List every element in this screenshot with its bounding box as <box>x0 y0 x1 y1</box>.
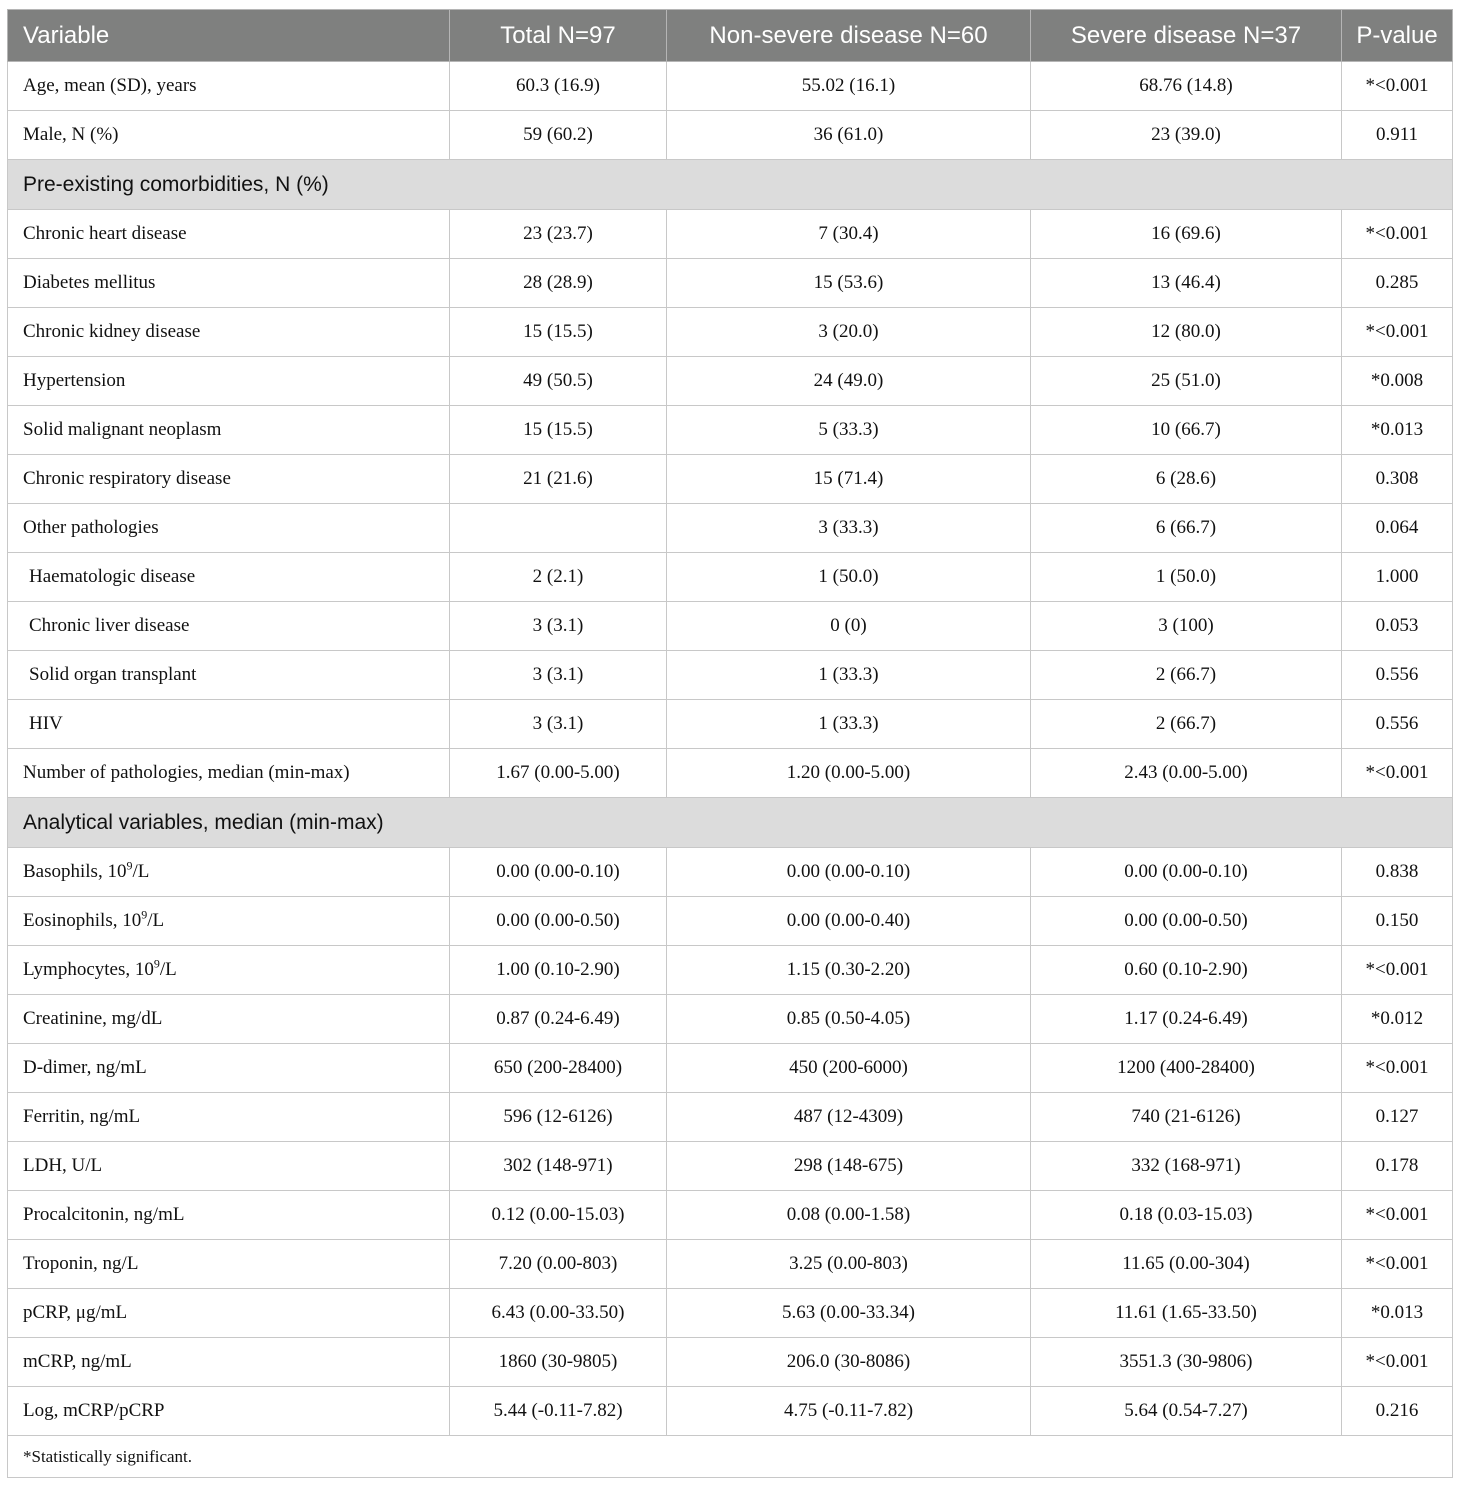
table-row <box>8 111 1453 160</box>
table-row <box>8 357 1453 406</box>
cell-severe: 2 (66.7) <box>1031 700 1342 749</box>
cell-nonsevere: 5 (33.3) <box>667 406 1031 455</box>
cell-pvalue: *0.008 <box>1342 357 1453 406</box>
table-row <box>8 210 1453 259</box>
table-row <box>8 1338 1453 1387</box>
cell-nonsevere: 36 (61.0) <box>667 111 1031 160</box>
cell-total: 15 (15.5) <box>450 406 667 455</box>
cell-severe: 16 (69.6) <box>1031 210 1342 259</box>
header-pvalue: P-value <box>1342 10 1453 62</box>
table-row <box>8 62 1453 111</box>
header-variable: Variable <box>8 10 450 62</box>
cell-nonsevere: 5.63 (0.00-33.34) <box>667 1289 1031 1338</box>
cell-severe: 1.17 (0.24-6.49) <box>1031 995 1342 1044</box>
row-label: Creatinine, mg/dL <box>8 995 450 1044</box>
table-header <box>8 10 1453 62</box>
cell-pvalue: 0.064 <box>1342 504 1453 553</box>
cell-pvalue: 0.285 <box>1342 259 1453 308</box>
header-severe: Severe disease N=37 <box>1031 10 1342 62</box>
row-label: D-dimer, ng/mL <box>8 1044 450 1093</box>
cell-severe: 3551.3 (30-9806) <box>1031 1338 1342 1387</box>
cell-total: 60.3 (16.9) <box>450 62 667 111</box>
cell-pvalue: *<0.001 <box>1342 1240 1453 1289</box>
row-label: Diabetes mellitus <box>8 259 450 308</box>
cell-total: 3 (3.1) <box>450 651 667 700</box>
cell-total: 1.67 (0.00-5.00) <box>450 749 667 798</box>
row-label: mCRP, ng/mL <box>8 1338 450 1387</box>
cell-nonsevere: 3 (20.0) <box>667 308 1031 357</box>
cell-nonsevere: 0.85 (0.50-4.05) <box>667 995 1031 1044</box>
cell-total: 6.43 (0.00-33.50) <box>450 1289 667 1338</box>
cell-pvalue: *<0.001 <box>1342 1191 1453 1240</box>
cell-nonsevere: 15 (53.6) <box>667 259 1031 308</box>
cell-pvalue: 0.308 <box>1342 455 1453 504</box>
cell-total: 5.44 (-0.11-7.82) <box>450 1387 667 1436</box>
cell-severe: 2.43 (0.00-5.00) <box>1031 749 1342 798</box>
table-row <box>8 1387 1453 1436</box>
row-label: Procalcitonin, ng/mL <box>8 1191 450 1240</box>
row-label: HIV <box>8 700 450 749</box>
table-body <box>8 62 1453 1478</box>
cell-total: 21 (21.6) <box>450 455 667 504</box>
row-label: Ferritin, ng/mL <box>8 1093 450 1142</box>
cell-severe: 332 (168-971) <box>1031 1142 1342 1191</box>
table-row <box>8 1044 1453 1093</box>
row-label-text: Eosinophils, <box>23 910 123 931</box>
cell-total: 0.00 (0.00-0.10) <box>450 848 667 897</box>
cell-total: 302 (148-971) <box>450 1142 667 1191</box>
cell-severe: 6 (66.7) <box>1031 504 1342 553</box>
cell-severe: 25 (51.0) <box>1031 357 1342 406</box>
unit-tail: /L <box>147 910 165 931</box>
cell-severe: 10 (66.7) <box>1031 406 1342 455</box>
cell-severe: 12 (80.0) <box>1031 308 1342 357</box>
cell-pvalue: *0.013 <box>1342 1289 1453 1338</box>
row-label <box>8 897 450 946</box>
row-label-text: Basophils, <box>23 861 108 882</box>
cell-severe: 0.00 (0.00-0.50) <box>1031 897 1342 946</box>
cell-severe: 13 (46.4) <box>1031 259 1342 308</box>
table-row <box>8 749 1453 798</box>
unit-exponent: 9 <box>141 907 148 922</box>
cell-pvalue: 0.556 <box>1342 651 1453 700</box>
table-row <box>8 455 1453 504</box>
table-row <box>8 1240 1453 1289</box>
cell-severe: 740 (21-6126) <box>1031 1093 1342 1142</box>
header-nonsevere: Non-severe disease N=60 <box>667 10 1031 62</box>
cell-total: 7.20 (0.00-803) <box>450 1240 667 1289</box>
row-label: Number of pathologies, median (min-max) <box>8 749 450 798</box>
cell-total: 59 (60.2) <box>450 111 667 160</box>
row-label: Haematologic disease <box>8 553 450 602</box>
section-comorbidities <box>8 160 1453 210</box>
cell-total: 1860 (30-9805) <box>450 1338 667 1387</box>
cell-pvalue: *<0.001 <box>1342 946 1453 995</box>
cell-nonsevere: 487 (12-4309) <box>667 1093 1031 1142</box>
cell-total: 3 (3.1) <box>450 602 667 651</box>
cell-severe: 1200 (400-28400) <box>1031 1044 1342 1093</box>
row-label: Chronic kidney disease <box>8 308 450 357</box>
table-row <box>8 308 1453 357</box>
table-row <box>8 406 1453 455</box>
row-label: pCRP, μg/mL <box>8 1289 450 1338</box>
cell-total: 28 (28.9) <box>450 259 667 308</box>
table-row <box>8 1289 1453 1338</box>
cell-pvalue: 0.911 <box>1342 111 1453 160</box>
cell-severe: 68.76 (14.8) <box>1031 62 1342 111</box>
cell-nonsevere: 0.00 (0.00-0.40) <box>667 897 1031 946</box>
cell-pvalue: 0.216 <box>1342 1387 1453 1436</box>
cell-nonsevere: 24 (49.0) <box>667 357 1031 406</box>
row-label: Solid organ transplant <box>8 651 450 700</box>
cell-nonsevere: 7 (30.4) <box>667 210 1031 259</box>
cell-nonsevere: 0 (0) <box>667 602 1031 651</box>
section-analytical <box>8 798 1453 848</box>
cell-nonsevere: 1 (33.3) <box>667 651 1031 700</box>
row-label <box>8 848 450 897</box>
cell-severe: 3 (100) <box>1031 602 1342 651</box>
cell-total: 596 (12-6126) <box>450 1093 667 1142</box>
cell-total: 3 (3.1) <box>450 700 667 749</box>
cell-severe: 0.18 (0.03-15.03) <box>1031 1191 1342 1240</box>
row-label: Troponin, ng/L <box>8 1240 450 1289</box>
section-heading: Analytical variables, median (min-max) <box>8 798 1453 848</box>
row-label: Hypertension <box>8 357 450 406</box>
table-row <box>8 1191 1453 1240</box>
cell-total: 1.00 (0.10-2.90) <box>450 946 667 995</box>
table-row <box>8 995 1453 1044</box>
cell-total: 23 (23.7) <box>450 210 667 259</box>
cell-total: 0.00 (0.00-0.50) <box>450 897 667 946</box>
row-label: Male, N (%) <box>8 111 450 160</box>
cell-pvalue: *<0.001 <box>1342 1338 1453 1387</box>
cell-severe: 6 (28.6) <box>1031 455 1342 504</box>
cell-nonsevere: 4.75 (-0.11-7.82) <box>667 1387 1031 1436</box>
cell-nonsevere: 298 (148-675) <box>667 1142 1031 1191</box>
cell-severe: 0.60 (0.10-2.90) <box>1031 946 1342 995</box>
unit-base: 10 <box>122 910 142 931</box>
table-row <box>8 259 1453 308</box>
cell-nonsevere: 3.25 (0.00-803) <box>667 1240 1031 1289</box>
row-label: Chronic heart disease <box>8 210 450 259</box>
row-label: Solid malignant neoplasm <box>8 406 450 455</box>
cell-severe: 11.65 (0.00-304) <box>1031 1240 1342 1289</box>
cell-pvalue: 0.178 <box>1342 1142 1453 1191</box>
cell-pvalue: 0.838 <box>1342 848 1453 897</box>
cell-total: 15 (15.5) <box>450 308 667 357</box>
cell-pvalue: *0.013 <box>1342 406 1453 455</box>
cell-nonsevere: 1 (50.0) <box>667 553 1031 602</box>
unit-tail: /L <box>132 861 150 882</box>
table-row <box>8 553 1453 602</box>
cell-severe: 2 (66.7) <box>1031 651 1342 700</box>
unit-exponent: 9 <box>153 956 160 971</box>
table-row <box>8 602 1453 651</box>
cell-pvalue: *<0.001 <box>1342 1044 1453 1093</box>
table-row <box>8 651 1453 700</box>
footnote: *Statistically significant. <box>8 1436 1453 1478</box>
cell-nonsevere: 1.20 (0.00-5.00) <box>667 749 1031 798</box>
cell-total: 0.87 (0.24-6.49) <box>450 995 667 1044</box>
cell-pvalue: 0.150 <box>1342 897 1453 946</box>
cell-nonsevere: 15 (71.4) <box>667 455 1031 504</box>
cell-nonsevere: 1 (33.3) <box>667 700 1031 749</box>
cell-pvalue: *<0.001 <box>1342 308 1453 357</box>
table-row <box>8 700 1453 749</box>
cell-nonsevere: 0.08 (0.00-1.58) <box>667 1191 1031 1240</box>
cell-nonsevere: 1.15 (0.30-2.20) <box>667 946 1031 995</box>
cell-pvalue: 1.000 <box>1342 553 1453 602</box>
unit-base: 10 <box>134 959 154 980</box>
table-row <box>8 897 1453 946</box>
cell-pvalue: 0.053 <box>1342 602 1453 651</box>
row-label: Other pathologies <box>8 504 450 553</box>
table-row <box>8 848 1453 897</box>
cell-severe: 0.00 (0.00-0.10) <box>1031 848 1342 897</box>
cell-total <box>450 504 667 553</box>
row-label: Chronic liver disease <box>8 602 450 651</box>
table-row <box>8 504 1453 553</box>
row-label: Age, mean (SD), years <box>8 62 450 111</box>
cell-nonsevere: 0.00 (0.00-0.10) <box>667 848 1031 897</box>
row-label: Chronic respiratory disease <box>8 455 450 504</box>
cell-nonsevere: 450 (200-6000) <box>667 1044 1031 1093</box>
unit-base: 10 <box>107 861 127 882</box>
cell-pvalue: 0.127 <box>1342 1093 1453 1142</box>
baseline-characteristics-table <box>7 9 1453 1478</box>
cell-total: 2 (2.1) <box>450 553 667 602</box>
cell-pvalue: *0.012 <box>1342 995 1453 1044</box>
header-total: Total N=97 <box>450 10 667 62</box>
cell-nonsevere: 55.02 (16.1) <box>667 62 1031 111</box>
row-label <box>8 946 450 995</box>
cell-total: 49 (50.5) <box>450 357 667 406</box>
section-heading: Pre-existing comorbidities, N (%) <box>8 160 1453 210</box>
cell-total: 650 (200-28400) <box>450 1044 667 1093</box>
cell-nonsevere: 206.0 (30-8086) <box>667 1338 1031 1387</box>
row-label-text: Lymphocytes, <box>23 959 135 980</box>
table-row <box>8 1142 1453 1191</box>
unit-exponent: 9 <box>126 858 133 873</box>
cell-severe: 1 (50.0) <box>1031 553 1342 602</box>
cell-total: 0.12 (0.00-15.03) <box>450 1191 667 1240</box>
table-footnote-row <box>8 1436 1453 1478</box>
cell-severe: 5.64 (0.54-7.27) <box>1031 1387 1342 1436</box>
cell-severe: 23 (39.0) <box>1031 111 1342 160</box>
cell-pvalue: *<0.001 <box>1342 210 1453 259</box>
cell-nonsevere: 3 (33.3) <box>667 504 1031 553</box>
unit-tail: /L <box>159 959 177 980</box>
row-label: LDH, U/L <box>8 1142 450 1191</box>
row-label: Log, mCRP/pCRP <box>8 1387 450 1436</box>
cell-pvalue: *<0.001 <box>1342 749 1453 798</box>
table-row <box>8 946 1453 995</box>
table-row <box>8 1093 1453 1142</box>
cell-pvalue: *<0.001 <box>1342 62 1453 111</box>
cell-severe: 11.61 (1.65-33.50) <box>1031 1289 1342 1338</box>
cell-pvalue: 0.556 <box>1342 700 1453 749</box>
